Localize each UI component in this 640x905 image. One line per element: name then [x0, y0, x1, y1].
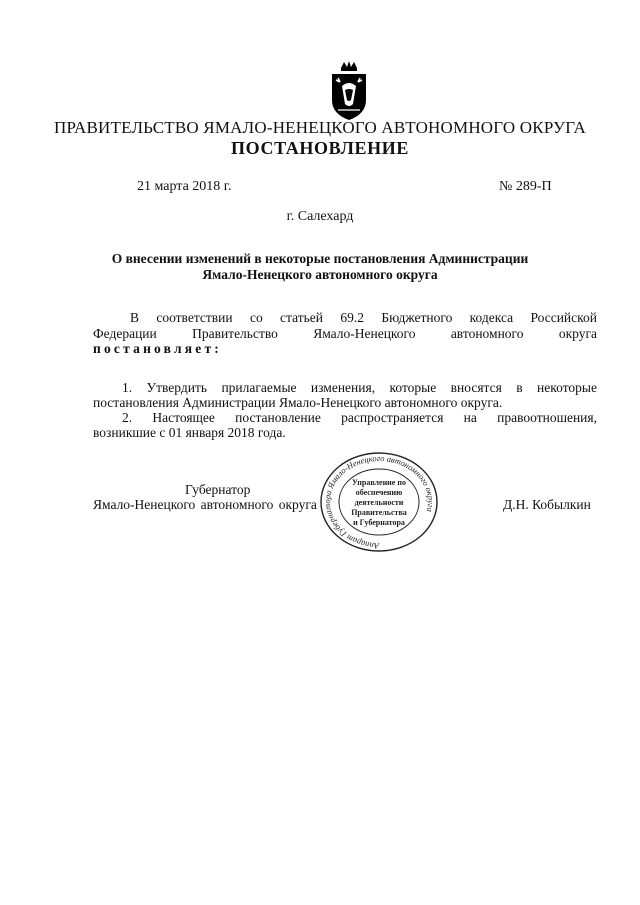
- stamp-text-line-3: деятельности: [354, 498, 404, 507]
- stamp-text-line-1: Управление по: [352, 478, 406, 487]
- document-date: 21 марта 2018 г.: [137, 179, 232, 194]
- stamp-text-line-5: и Губернатора: [353, 518, 405, 527]
- item-1-line-1: 1. Утвердить прилагаемые изменения, которые вносятся в некоторые: [122, 380, 597, 395]
- document-type-title: ПОСТАНОВЛЕНИЕ: [231, 138, 409, 158]
- signature-title: Губернатор: [185, 482, 251, 497]
- preamble-line-1: В соответствии со статьей 69.2 Бюджетного кодекса Российской: [130, 310, 597, 325]
- signature-region: Ямало-Ненецкого автономного округа: [93, 497, 317, 512]
- subject-line-2: Ямало-Ненецкого автономного округа: [202, 267, 438, 282]
- item-2-line-2: возникшие с 01 января 2018 года.: [93, 425, 286, 440]
- government-header: ПРАВИТЕЛЬСТВО ЯМАЛО-НЕНЕЦКОГО АВТОНОМНОГО ОКРУГА: [54, 118, 586, 137]
- decree-word: постановляет:: [93, 341, 222, 356]
- coat-of-arms-icon: [326, 60, 372, 122]
- stamp-text-line-2: обеспечению: [355, 488, 403, 497]
- signature-name: Д.Н. Кобылкин: [503, 497, 591, 512]
- official-stamp: [318, 451, 440, 554]
- stamp-ring-text: Аппарат Губернатора Ямало-Ненецкого автономного округа: [323, 453, 436, 551]
- document-number: № 289-П: [499, 179, 552, 194]
- document-city: г. Салехард: [286, 209, 354, 224]
- stamp-text-line-4: Правительства: [351, 508, 407, 517]
- subject-line-1: О внесении изменений в некоторые постановления Администрации: [111, 251, 529, 266]
- item-1-line-2: постановления Администрации Ямало-Ненецкого автономного округа.: [93, 395, 503, 410]
- preamble-line-2: Федерации Правительство Ямало-Ненецкого автономного округа: [93, 326, 597, 341]
- item-2-line-1: 2. Настоящее постановление распространяется на правоотношения,: [122, 410, 597, 425]
